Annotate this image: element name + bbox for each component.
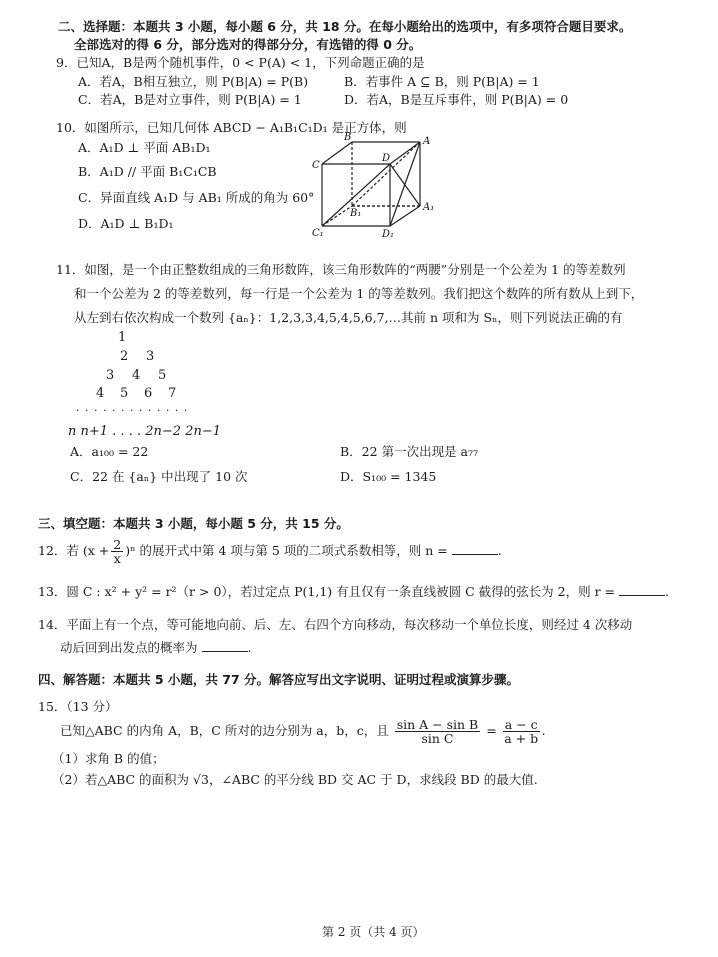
q10-option-a: A．A₁D ⊥ 平面 AB₁D₁ [78,140,211,155]
cube-label-c: C [312,160,320,171]
q13-end: . [664,584,669,599]
cube-label-d1: D₁ [382,229,395,240]
q11-option-c: C．22 在 {aₙ} 中出现了 10 次 [70,469,248,484]
section2-rule: 全部选对的得 6 分，部分选对的得部分分，有选错的得 0 分。 [74,37,422,52]
q15-f1-num: sin A − sin B [396,717,479,732]
q10-option-b: B．A₁D // 平面 B₁C₁CB [78,164,217,179]
q10-option-d: D．A₁D ⊥ B₁D₁ [78,216,174,231]
triangle-r1c1: 1 [118,330,127,345]
q14-line1: 14．平面上有一个点，等可能地向前、后、左、右四个方向移动，每次移动一个单位长度，则经过 4 次移动 [38,617,633,632]
q12-end: . [497,543,502,558]
q14-line2 [60,639,251,656]
triangle-r3c1: 3 [106,368,115,383]
triangle-r4c2: 5 [120,386,129,401]
q15-header: 15．（13 分） [38,699,118,714]
q11-line2: 和一个公差为 2 的等差数列，每一行是一个公差为 1 的等差数列。我们把这个数阵的所有数从上到下， [74,286,644,301]
triangle-last-row: n n+1 . . . . 2n−2 2n−1 [68,424,221,439]
cube-label-b1: B₁ [350,208,362,219]
q15-part2: （2）若△ABC 的面积为 √3，∠ABC 的平分线 BD 交 AC 于 D，求线段 BD 的最大值. [52,772,538,787]
q12-answer-blank [452,542,498,555]
q15-f1-den: sin C [421,731,454,746]
q15-part1: （1）求角 B 的值； [52,751,165,766]
q11-line3: 从左到右依次构成一个数列 {aₙ}：1,2,3,3,4,5,4,5,6,7,…其前 n 项和为 Sₙ，则下列说法正确的有 [74,310,623,325]
triangle-r2c1: 2 [120,349,129,364]
q11-line1: 11．如图，是一个由正整数组成的三角形数阵，该三角形数阵的“两腰”分别是一个公差为 1 的等差数列 [56,262,626,277]
q15-equals: = [486,723,497,738]
q9-option-a: A．若A，B相互独立，则 P(B|A) = P(B) [78,74,309,89]
q12 [38,538,502,565]
triangle-r4c1: 4 [96,386,105,401]
q15-f2-den: a + b [504,731,539,746]
q15-fraction-sides [503,718,540,745]
cube-label-c1: C₁ [312,228,324,239]
triangle-r3c2: 4 [132,368,141,383]
q12-prefix: 12．若 (x + [38,543,110,558]
q15-f2-num: a − c [504,717,538,732]
triangle-r4c3: 6 [144,386,153,401]
q9-option-d: D．若A，B是互斥事件，则 P(B|A) = 0 [344,92,569,107]
triangle-r4c4: 7 [168,386,177,401]
page-footer: 第 2 页（共 4 页） [322,925,425,939]
q14-line2-text: 动后回到出发点的概率为 [60,640,198,655]
q9-stem: 9．已知A，B是两个随机事件，0 < P(A) < 1，下列命题正确的是 [56,55,425,70]
q12-frac-num: 2 [113,537,122,552]
q10-option-c: C．异面直线 A₁D 与 AB₁ 所成的角为 60° [78,190,315,205]
q10-stem: 10．如图所示，已知几何体 ABCD − A₁B₁C₁D₁ 是正方体，则 [56,120,407,135]
q15-fraction-sin [395,718,481,745]
q9-option-c: C．若A，B是对立事件，则 P(B|A) = 1 [78,92,302,107]
section3-title: 三、填空题：本题共 3 小题，每小题 5 分，共 15 分。 [38,516,349,531]
triangle-dots: · · · · · · · · · · · · · [76,404,189,417]
q11-option-d: D．S₁₀₀ = 1345 [340,469,437,484]
section2-title: 二、选择题：本题共 3 小题，每小题 6 分，共 18 分。在每小题给出的选项中，有多项符合题目要求。 [58,19,632,34]
q13-text: 13．圆 C : x² + y² = r²（r > 0），若过定点 P(1,1) 有且仅有一条直线被圆 C 截得的弦长为 2，则 r = [38,584,615,599]
triangle-r3c3: 5 [158,368,167,383]
q14-answer-blank [202,639,248,652]
cube-label-d: D [382,153,391,164]
q12-suffix: )ⁿ 的展开式中第 4 项与第 5 项的二项式系数相等，则 n = [125,543,448,558]
q13 [38,583,669,600]
q12-frac-den: x [113,551,121,566]
cube-label-a: A [423,136,431,147]
cube-label-a1: A₁ [423,202,435,213]
q11-option-a: A．a₁₀₀ = 22 [70,444,149,459]
triangle-r2c2: 3 [146,349,155,364]
q15-intro-text: 已知△ABC 的内角 A，B，C 所对的边分别为 a，b，c，且 [60,723,389,738]
q13-answer-blank [619,583,665,596]
cube-label-b: B [344,132,352,143]
q12-fraction [111,538,123,565]
section4-title: 四、解答题：本题共 5 小题，共 77 分。解答应写出文字说明、证明过程或演算步骤。 [38,672,520,687]
q11-option-b: B．22 第一次出现是 a₇₇ [340,444,479,459]
q14-end: . [247,640,252,655]
q15-period: . [541,723,546,738]
cube-diagram [300,130,450,240]
q15-intro [60,718,546,745]
q9-option-b: B．若事件 A ⊆ B，则 P(B|A) = 1 [344,74,540,89]
